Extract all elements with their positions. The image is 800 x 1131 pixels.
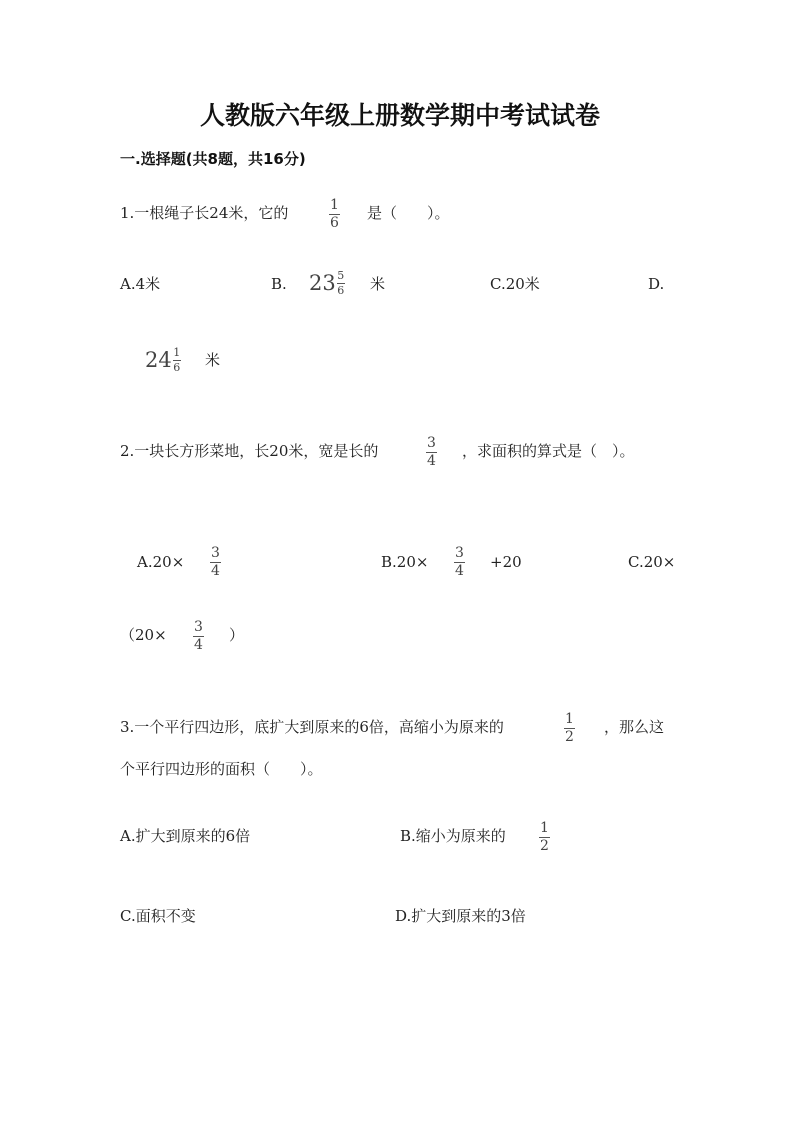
q1-fraction: 1 6: [330, 197, 339, 231]
q1-option-d-label: D.: [648, 275, 665, 293]
q1-stem-end: 是（ ）。: [367, 204, 450, 222]
q3-stem-line1-end: ，那么这: [604, 718, 665, 736]
q2-stem-end: ，求面积的算式是（ ）。: [462, 442, 635, 460]
q2-option-a-text: A.20×: [137, 553, 185, 571]
q3-fraction: 1 2: [565, 711, 574, 745]
q2-fraction: 3 4: [427, 435, 436, 469]
q3-option-c: C.面积不变: [120, 907, 196, 925]
q1-option-d-mixed-number: 24 1 6: [145, 346, 181, 374]
page-title: 人教版六年级上册数学期中考试试卷: [199, 101, 600, 130]
q3-option-a: A.扩大到原来的6倍: [120, 827, 251, 845]
q2-stem: 2.一块长方形菜地，长20米，宽是长的: [120, 442, 379, 460]
q3-option-b-text: B.缩小为原来的: [400, 827, 506, 845]
q2-option-c-fraction: 3 4: [194, 619, 203, 653]
q2-option-b-text: B.20×: [381, 553, 429, 571]
q1-option-a: A.4米: [120, 275, 161, 293]
q1-option-b-mixed-number: 23 5 6: [309, 269, 345, 297]
q2-option-b-fraction: 3 4: [455, 545, 464, 579]
q3-option-b-fraction: 1 2: [540, 820, 549, 854]
q3-stem-line2: 个平行四边形的面积（ ）。: [120, 760, 323, 778]
q1-stem: 1.一根绳子长24米，它的: [120, 204, 289, 222]
section-heading: 一.选择题(共8题，共16分): [120, 150, 306, 168]
q1-option-c: C.20米: [490, 275, 540, 293]
q1-option-d-unit: 米: [205, 351, 221, 369]
q2-option-b-plus: +20: [490, 553, 522, 571]
q2-option-c-continued: （20×: [120, 626, 167, 644]
q2-option-c-close: ）: [229, 626, 245, 644]
q2-option-a-fraction: 3 4: [211, 545, 220, 579]
q2-option-c-text: C.20×: [628, 553, 676, 571]
q3-stem-line1: 3.一个平行四边形，底扩大到原来的6倍，高缩小为原来的: [120, 718, 504, 736]
q1-option-b-label: B.: [271, 275, 287, 293]
q1-option-b-unit: 米: [370, 275, 386, 293]
q3-option-d: D.扩大到原来的3倍: [395, 907, 526, 925]
